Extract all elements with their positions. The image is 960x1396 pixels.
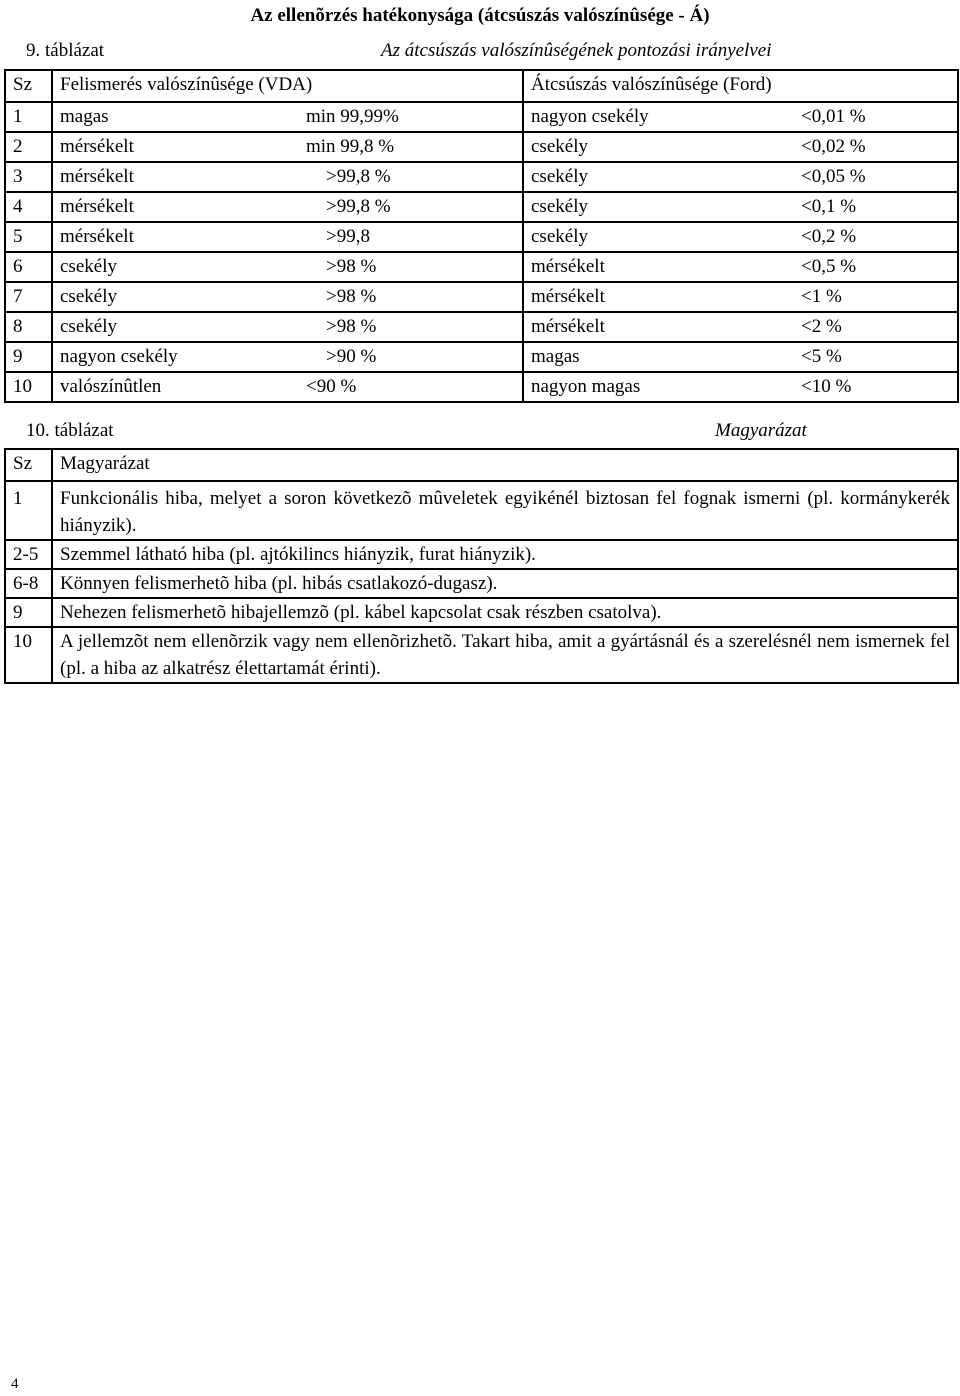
table9-cell-ford-value: <5 %	[801, 342, 958, 372]
table9-cell-vda-value: <90 %	[306, 372, 523, 402]
table10-row	[5, 569, 958, 598]
table9-cell-vda-value: >99,8	[306, 222, 523, 252]
table10-row	[5, 627, 958, 683]
page-title: Az ellenõrzés hatékonysága (átcsúszás valószínûsége - Á)	[250, 5, 710, 26]
table9-header-sz: Sz	[5, 70, 52, 102]
table10-cell-text: Könnyen felismerhetõ hiba (pl. hibás csatlakozó-dugasz).	[52, 569, 958, 598]
table10-caption	[0, 420, 960, 446]
table9-cell-ford-text: mérsékelt	[523, 282, 801, 312]
table9-cell-ford-value: <2 %	[801, 312, 958, 342]
page-number: 4	[11, 1376, 19, 1392]
table10-cell-text: Nehezen felismerhetõ hibajellemzõ (pl. kábel kapcsolat csak részben csatolva).	[52, 598, 958, 627]
table9-cell-vda-text: mérsékelt	[52, 132, 306, 162]
table9-cell-sz: 10	[5, 372, 52, 402]
table9-row	[5, 282, 958, 312]
table10-cell-text: Funkcionális hiba, melyet a soron következõ mûveletek egyikénél biztosan fel fognak ismerni (pl. kormánykerék hiányzik).	[52, 481, 958, 540]
table9-cell-vda-text: nagyon csekély	[52, 342, 306, 372]
table9-cell-sz: 9	[5, 342, 52, 372]
table10-description: Magyarázat	[715, 420, 807, 441]
table10-cell-sz: 10	[5, 627, 52, 683]
table9	[4, 69, 959, 403]
table9-row	[5, 192, 958, 222]
table9-row	[5, 372, 958, 402]
table10-header-text: Magyarázat	[52, 449, 958, 481]
table9-cell-vda-text: mérsékelt	[52, 222, 306, 252]
table10-cell-sz: 1	[5, 481, 52, 540]
table9-cell-vda-value: >98 %	[306, 252, 523, 282]
table9-cell-ford-text: magas	[523, 342, 801, 372]
table9-cell-sz: 1	[5, 102, 52, 132]
table9-cell-vda-value: >90 %	[306, 342, 523, 372]
table10-cell-sz: 6-8	[5, 569, 52, 598]
table9-caption	[0, 40, 960, 66]
table9-cell-ford-value: <0,5 %	[801, 252, 958, 282]
table9-cell-vda-text: valószínûtlen	[52, 372, 306, 402]
table9-description: Az átcsúszás valószínûségének pontozási irányelvei	[381, 40, 772, 61]
table9-label: 9. táblázat	[26, 40, 105, 61]
table9-cell-ford-value: <1 %	[801, 282, 958, 312]
table9-cell-ford-text: mérsékelt	[523, 252, 801, 282]
table9-cell-vda-text: mérsékelt	[52, 192, 306, 222]
table9-cell-vda-text: csekély	[52, 312, 306, 342]
table9-cell-ford-value: <0,05 %	[801, 162, 958, 192]
table9-cell-vda-value: >98 %	[306, 312, 523, 342]
table10-row	[5, 540, 958, 569]
table10-header-sz: Sz	[5, 449, 52, 481]
table9-cell-vda-text: csekély	[52, 282, 306, 312]
table9-cell-ford-value: <10 %	[801, 372, 958, 402]
table10-cell-text: Szemmel látható hiba (pl. ajtókilincs hiányzik, furat hiányzik).	[52, 540, 958, 569]
table9-cell-sz: 6	[5, 252, 52, 282]
table10-row	[5, 598, 958, 627]
table9-cell-vda-text: mérsékelt	[52, 162, 306, 192]
table9-row	[5, 252, 958, 282]
table9-row	[5, 162, 958, 192]
table9-cell-vda-value: min 99,8 %	[306, 132, 523, 162]
table10-cell-text: A jellemzõt nem ellenõrzik vagy nem ellenõrizhetõ. Takart hiba, amit a gyártásnál és a szerelésnél nem ismernek fel (pl. a hiba az alkatrész élettartamát érinti).	[52, 627, 958, 683]
table9-row	[5, 312, 958, 342]
table9-row	[5, 342, 958, 372]
table9-cell-vda-value: >99,8 %	[306, 192, 523, 222]
table10-cell-sz: 2-5	[5, 540, 52, 569]
table9-cell-ford-text: csekély	[523, 192, 801, 222]
table9-cell-sz: 2	[5, 132, 52, 162]
table9-cell-vda-text: magas	[52, 102, 306, 132]
table9-row	[5, 222, 958, 252]
table9-header-ford: Átcsúszás valószínûsége (Ford)	[523, 70, 958, 102]
table9-cell-ford-text: mérsékelt	[523, 312, 801, 342]
table10-header-row	[5, 449, 958, 481]
table9-body	[5, 102, 958, 402]
table9-cell-sz: 4	[5, 192, 52, 222]
table10-row	[5, 481, 958, 540]
table9-header-row	[5, 70, 958, 102]
table9-cell-ford-text: nagyon magas	[523, 372, 801, 402]
table9-cell-vda-value: >98 %	[306, 282, 523, 312]
table9-cell-sz: 7	[5, 282, 52, 312]
table9-cell-vda-value: >99,8 %	[306, 162, 523, 192]
table9-cell-ford-text: csekély	[523, 132, 801, 162]
table10-cell-sz: 9	[5, 598, 52, 627]
table9-cell-ford-value: <0,1 %	[801, 192, 958, 222]
table9-cell-ford-value: <0,02 %	[801, 132, 958, 162]
table9-cell-vda-text: csekély	[52, 252, 306, 282]
table9-cell-ford-value: <0,2 %	[801, 222, 958, 252]
table9-cell-sz: 8	[5, 312, 52, 342]
table9-cell-ford-text: csekély	[523, 162, 801, 192]
table10-label: 10. táblázat	[26, 420, 114, 441]
table9-header-vda: Felismerés valószínûsége (VDA)	[52, 70, 523, 102]
table9-cell-sz: 3	[5, 162, 52, 192]
table9-cell-sz: 5	[5, 222, 52, 252]
table10	[4, 448, 959, 684]
table9-cell-ford-text: nagyon csekély	[523, 102, 801, 132]
table9-row	[5, 132, 958, 162]
table9-row	[5, 102, 958, 132]
table9-cell-ford-text: csekély	[523, 222, 801, 252]
table9-cell-ford-value: <0,01 %	[801, 102, 958, 132]
table10-body	[5, 481, 958, 683]
table9-cell-vda-value: min 99,99%	[306, 102, 523, 132]
